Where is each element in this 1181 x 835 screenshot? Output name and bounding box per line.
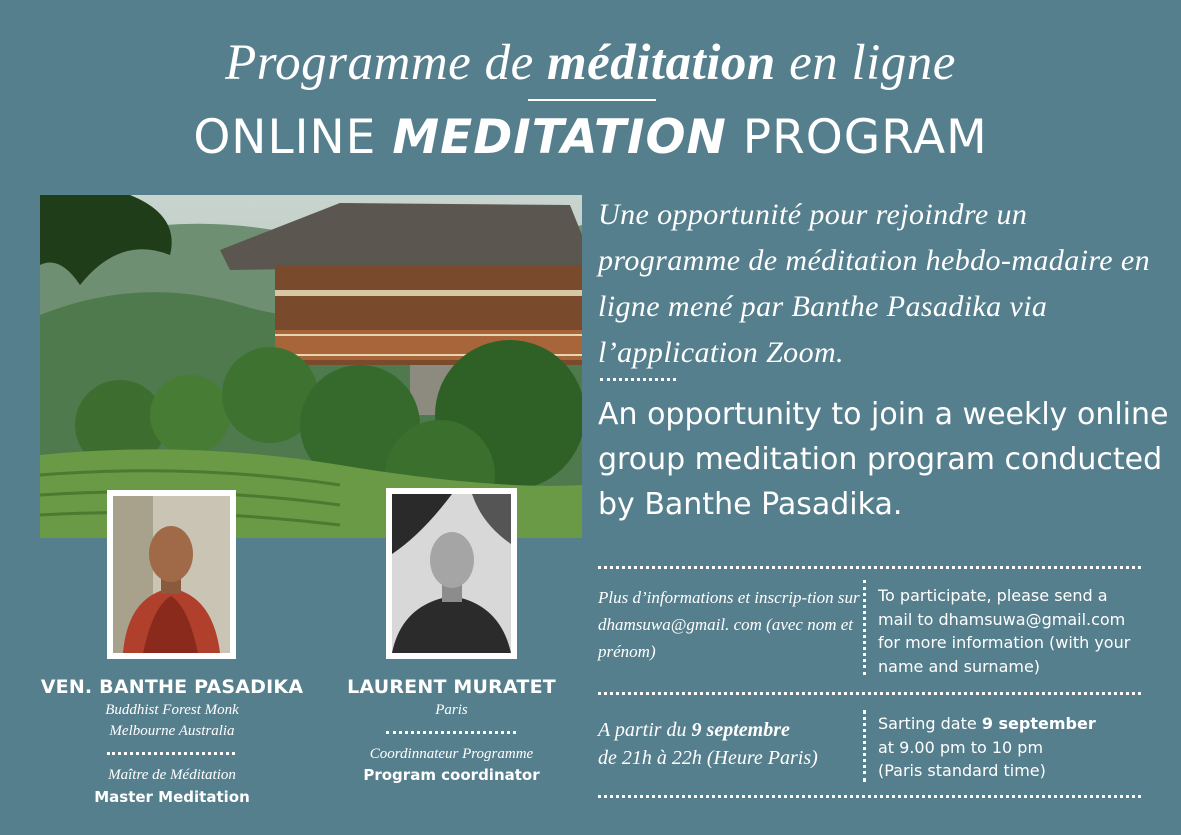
intro-french: Une opportunité pour rejoindre un programme de méditation hebdo-madaire en ligne mené par Banthe Pasadika via l’application Zoom. [598, 198, 1151, 369]
person-role-french: Coordinnateur Programme [369, 746, 534, 762]
intro-english: An opportunity to join a weekly online group meditation program conducted by Banthe Pasadika. [598, 397, 1169, 522]
person-description: Buddhist Forest Monk Melbourne Australia [105, 702, 239, 739]
info-divider-top [598, 566, 1141, 569]
title-divider [528, 99, 656, 101]
person-divider [386, 731, 516, 734]
date-divider-top [598, 692, 1141, 695]
date-divider-bottom [598, 795, 1141, 798]
title-english: ONLINE MEDITATION PROGRAM [193, 110, 988, 165]
info-english: To participate, please send a mail to dhamsuwa@gmail.com for more information (with your name and surname) [878, 586, 1131, 676]
person-role-english: Master Meditation [94, 788, 250, 806]
person-name: LAURENT MURATET [347, 676, 556, 698]
date-english: Sarting date 9 september at 9.00 pm to 10 pm (Paris standard time) [878, 714, 1096, 780]
date-column-divider [863, 710, 866, 782]
intro-divider [600, 378, 676, 381]
person-divider [107, 752, 235, 755]
laurent-muratet-photo [386, 488, 517, 659]
person-location: Paris [435, 702, 468, 718]
info-column-divider [863, 580, 866, 675]
banthe-pasadika-photo [107, 490, 236, 659]
temple-landscape-photo [40, 195, 582, 538]
info-french: Plus d’informations et inscrip-tion sur dhamsuwa@gmail. com (avec nom et prénom) [598, 588, 860, 661]
person-name: VEN. BANTHE PASADIKA [40, 676, 304, 698]
title-french: Programme de méditation en ligne [225, 35, 956, 91]
person-role-english: Program coordinator [363, 766, 540, 784]
date-french: A partir du 9 septembre de 21h à 22h (Heure Paris) [598, 719, 818, 769]
person-role-french: Maître de Méditation [108, 767, 236, 783]
